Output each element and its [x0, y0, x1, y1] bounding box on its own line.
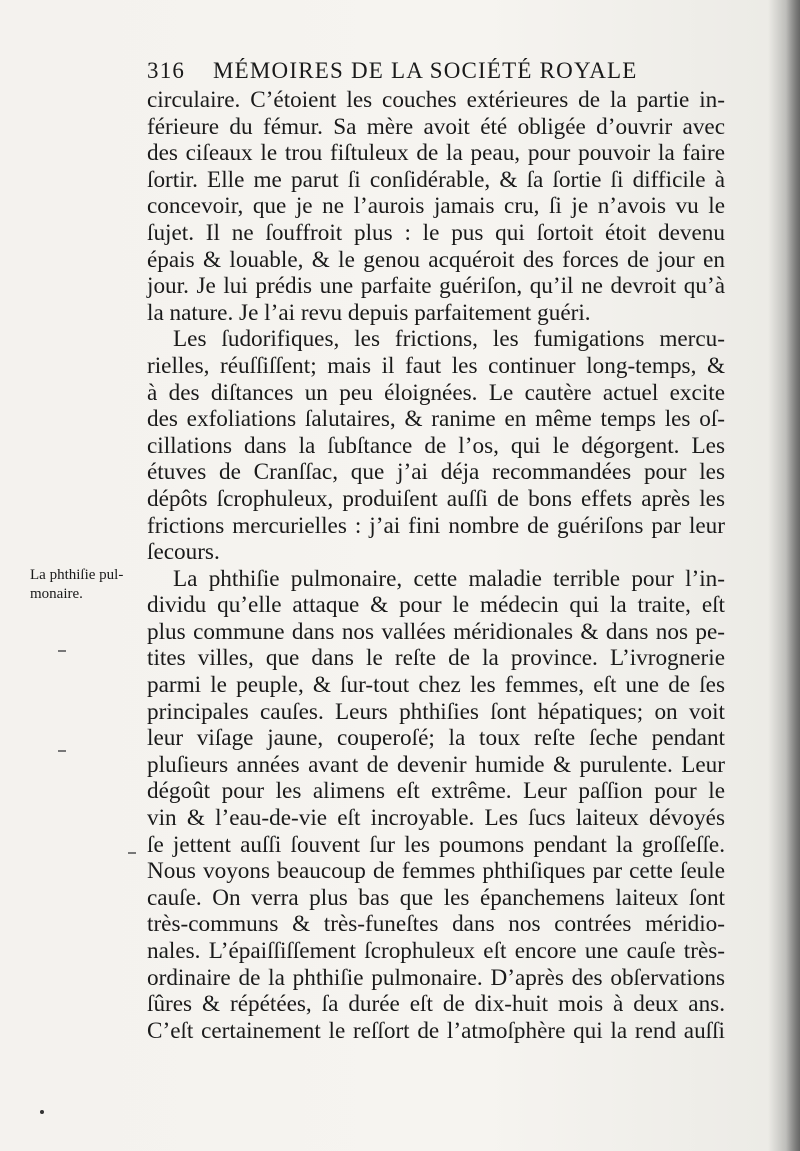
- text-line: La phthiſie pulmonaire, cette maladie terrible pour l’in-: [173, 565, 725, 592]
- text-line: pluſieurs années avant de devenir humide & purulente. Leur: [147, 751, 725, 778]
- text-line: rielles, réuſſiſſent; mais il faut les continuer long-temps, &: [147, 352, 725, 379]
- body-text: [147, 87, 725, 1044]
- running-header: [147, 58, 707, 84]
- text-line: ſe jettent auſſi ſouvent ſur les poumons pendant la groſſeſſe.: [147, 831, 725, 858]
- text-line: cauſe. On verra plus bas que les épanchemens laiteux ſont: [147, 884, 725, 911]
- text-line: C’eſt certainement le reſſort de l’atmoſphère qui la rend auſſi: [147, 1017, 725, 1044]
- running-title: MÉMOIRES DE LA SOCIÉTÉ ROYALE: [213, 58, 638, 83]
- text-line: à des diſtances un peu éloignées. Le cautère actuel excite: [147, 379, 725, 406]
- text-line: jour. Je lui prédis une parfaite guériſon, qu’il ne devroit qu’à: [147, 273, 725, 300]
- text-line: cillations dans la ſubſtance de l’os, qui le dégorgent. Les: [147, 432, 725, 459]
- margin-speck: [40, 1110, 44, 1114]
- text-line: parmi le peuple, & ſur-tout chez les femmes, eſt une de ſes: [147, 672, 725, 699]
- margin-note: [30, 566, 150, 604]
- text-line: ordinaire de la phthiſie pulmonaire. D’après des obſervations: [147, 964, 725, 991]
- text-line: frictions mercurielles : j’ai fini nombre de guériſons par leur: [147, 512, 725, 539]
- margin-speck: [58, 650, 66, 652]
- text-line: la nature. Je l’ai revu depuis parfaitement guéri.: [147, 299, 591, 326]
- text-line: des exfoliations ſalutaires, & ranime en même temps les oſ-: [147, 406, 725, 433]
- text-line: ſujet. Il ne ſouffroit plus : le pus qui ſortoit étoit devenu: [147, 219, 725, 246]
- text-line: férieure du fémur. Sa mère avoit été obligée d’ouvrir avec: [147, 113, 725, 140]
- text-line: leur viſage jaune, couperoſé; la toux reſte ſeche pendant: [147, 725, 725, 752]
- text-line: vin & l’eau-de-vie eſt incroyable. Les ſucs laiteux dévoyés: [147, 805, 725, 832]
- page-edge-shadow: [786, 0, 800, 1151]
- margin-note-line: monaire.: [30, 586, 83, 602]
- text-line: Les ſudorifiques, les frictions, les fumigations mercu-: [173, 326, 725, 353]
- text-line: ſortir. Elle me parut ſi conſidérable, & ſa ſortie ſi difficile à: [147, 166, 725, 193]
- text-line: très-communs & très-funeſtes dans nos contrées méridio-: [147, 911, 725, 938]
- text-line: principales cauſes. Leurs phthiſies ſont hépatiques; on voit: [147, 698, 725, 725]
- text-line: dépôts ſcrophuleux, produiſent auſſi de bons effets après les: [147, 485, 725, 512]
- text-line: concevoir, que je ne l’aurois jamais cru, ſi je n’avois vu le: [147, 193, 725, 220]
- text-line: circulaire. C’étoient les couches extérieures de la partie in-: [147, 87, 725, 113]
- text-line: des ciſeaux le trou fiſtuleux de la peau, pour pouvoir la faire: [147, 140, 725, 167]
- text-line: étuves de Cranſſac, que j’ai déja recommandées pour les: [147, 459, 725, 486]
- text-line: Nous voyons beaucoup de femmes phthiſiques par cette ſeule: [147, 858, 725, 885]
- text-line: nales. L’épaiſſiſſement ſcrophuleux eſt encore une cauſe très-: [147, 938, 725, 964]
- text-line: épais & louable, & le genou acquéroit des forces de jour en: [147, 246, 725, 273]
- page-number: 316: [147, 58, 186, 83]
- text-line: dividu qu’elle attaque & pour le médecin qui la traite, eſt: [147, 592, 725, 619]
- text-line: ſecours.: [147, 539, 220, 566]
- text-line: ſûres & répétées, ſa durée eſt de dix-huit mois à deux ans.: [147, 991, 725, 1018]
- margin-speck: [128, 852, 136, 854]
- text-line: tites villes, que dans le reſte de la province. L’ivrognerie: [147, 645, 725, 672]
- margin-note-line: La phthiſie pul-: [30, 567, 124, 583]
- text-line: dégoût pour les alimens eſt extrême. Leur paſſion pour le: [147, 778, 725, 805]
- margin-speck: [58, 750, 66, 752]
- text-line: plus commune dans nos vallées méridionales & dans nos pe-: [147, 618, 725, 645]
